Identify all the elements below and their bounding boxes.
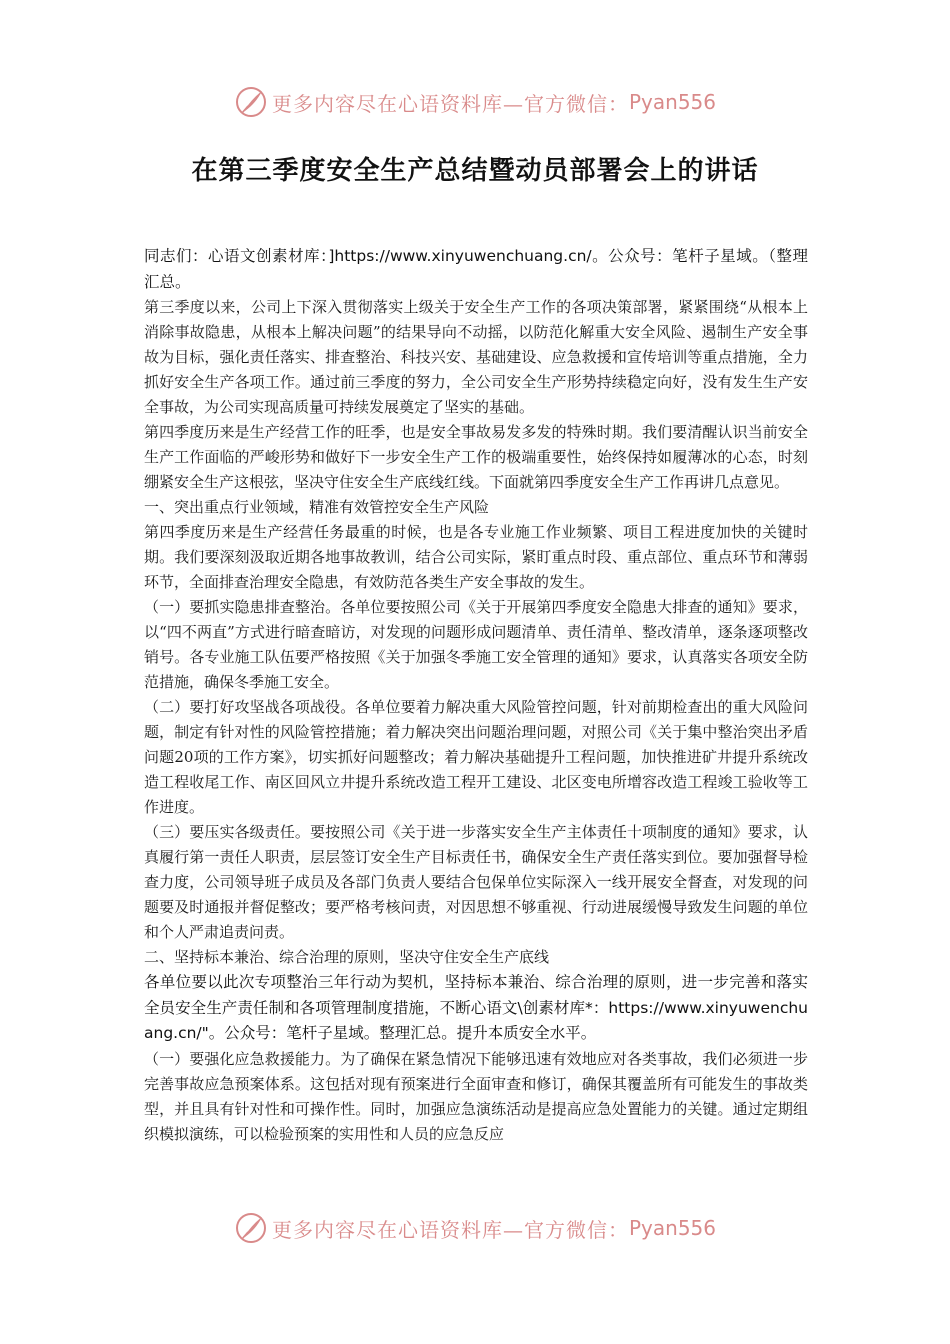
body-paragraph: （二）要打好攻坚战各项战役。各单位要着力解决重大风险管控问题，针对前期检查出的重大风险问题，制定有针对性的风险管控措施；着力解决突出问题治理问题，对照公司《关于集中整治突出矛盾问题20项的工作方案》，切实抓好问题整改；着力解决基础提升工程问题，加快推进矿井提升系统改造工程收尾工作、南区回风立井提升系统改造工程开工建设、北区变电所增容改造工程竣工验收等工作进度。: [144, 698, 808, 816]
section-heading: 一、突出重点行业领域，精准有效管控安全生产风险: [144, 498, 490, 516]
greeting-paragraph: 同志们：心语文创素材库：]https://www.xinyuwenchuang.cn/。公众号：笔杆子星域。（整理汇总。: [144, 247, 808, 291]
document-title: 在第三季度安全生产总结暨动员部署会上的讲话: [191, 156, 759, 186]
body-paragraph: （三）要压实各级责任。要按照公司《关于进一步落实安全生产主体责任十项制度的通知》要求，认真履行第一责任人职责，层层签订安全生产目标责任书，确保安全生产责任落实到位。要加强督导检查力度，公司领导班子成员及各部门负责人要结合包保单位实际深入一线开展安全督查，对发现的问题要及时通报并督促整改；要严格考核问责，对因思想不够重视、行动进展缓慢导致发生问题的单位和个人严肃追责问责。: [144, 823, 808, 941]
banner-wechat-id: Pyan556: [628, 1216, 716, 1240]
body-paragraph: 第三季度以来，公司上下深入贯彻落实上级关于安全生产工作的各项决策部署，紧紧围绕“从根本上消除事故隐患，从根本上解决问题”的结果导向不动摇，以防范化解重大安全风险、遏制生产安全事故为目标，强化责任落实、排查整治、科技兴安、基础建设、应急救援和宣传培训等重点措施，全力抓好安全生产各项工作。通过前三季度的努力，全公司安全生产形势持续稳定向好，没有发生生产安全事故，为公司实现高质量可持续发展奠定了坚实的基础。: [144, 298, 808, 416]
header-watermark-banner: [0, 82, 950, 122]
banner-text: 更多内容尽在心语资料库—官方微信：: [271, 91, 629, 116]
feather-logo-icon: [234, 85, 268, 119]
footer-watermark-banner: [0, 1208, 950, 1248]
feather-logo-icon: [234, 1211, 268, 1245]
document-body: [144, 244, 808, 1147]
body-paragraph: 第四季度历来是生产经营任务最重的时候，也是各专业施工作业频繁、项目工程进度加快的关键时期。我们要深刻汲取近期各地事故教训，结合公司实际，紧盯重点时段、重点部位、重点环节和薄弱环节，全面排查治理安全隐患，有效防范各类生产安全事故的发生。: [144, 523, 808, 591]
body-paragraph: 各单位要以此次专项整治三年行动为契机，坚持标本兼治、综合治理的原则，进一步完善和落实全员安全生产责任制和各项管理制度措施，不断心语文\创素材库*：https://www.xinyuwenchuang.cn/"。公众号：笔杆子星域。整理汇总。提升本质安全水平。: [144, 973, 808, 1042]
body-paragraph: （一）要抓实隐患排查整治。各单位要按照公司《关于开展第四季度安全隐患大排查的通知》要求，以“四不两直”方式进行暗查暗访，对发现的问题形成问题清单、责任清单、整改清单，逐条逐项整改销号。各专业施工队伍要严格按照《关于加强冬季施工安全管理的通知》要求，认真落实各项安全防范措施，确保冬季施工安全。: [144, 598, 808, 691]
body-paragraph: （一）要强化应急救援能力。为了确保在紧急情况下能够迅速有效地应对各类事故，我们必须进一步完善事故应急预案体系。这包括对现有预案进行全面审查和修订，确保其覆盖所有可能发生的事故类型，并且具有针对性和可操作性。同时，加强应急演练活动是提高应急处置能力的关键。通过定期组织模拟演练，可以检验预案的实用性和人员的应急反应: [144, 1049, 808, 1143]
body-paragraph: 第四季度历来是生产经营工作的旺季，也是安全事故易发多发的特殊时期。我们要清醒认识当前安全生产工作面临的严峻形势和做好下一步安全生产工作的极端重要性，始终保持如履薄冰的心态，时刻绷紧安全生产这根弦，坚决守住安全生产底线红线。下面就第四季度安全生产工作再讲几点意见。: [144, 423, 808, 491]
section-heading: 二、坚持标本兼治、综合治理的原则，坚决守住安全生产底线: [144, 948, 550, 966]
banner-wechat-id: Pyan556: [628, 90, 716, 114]
banner-text: 更多内容尽在心语资料库—官方微信：: [271, 1217, 629, 1242]
